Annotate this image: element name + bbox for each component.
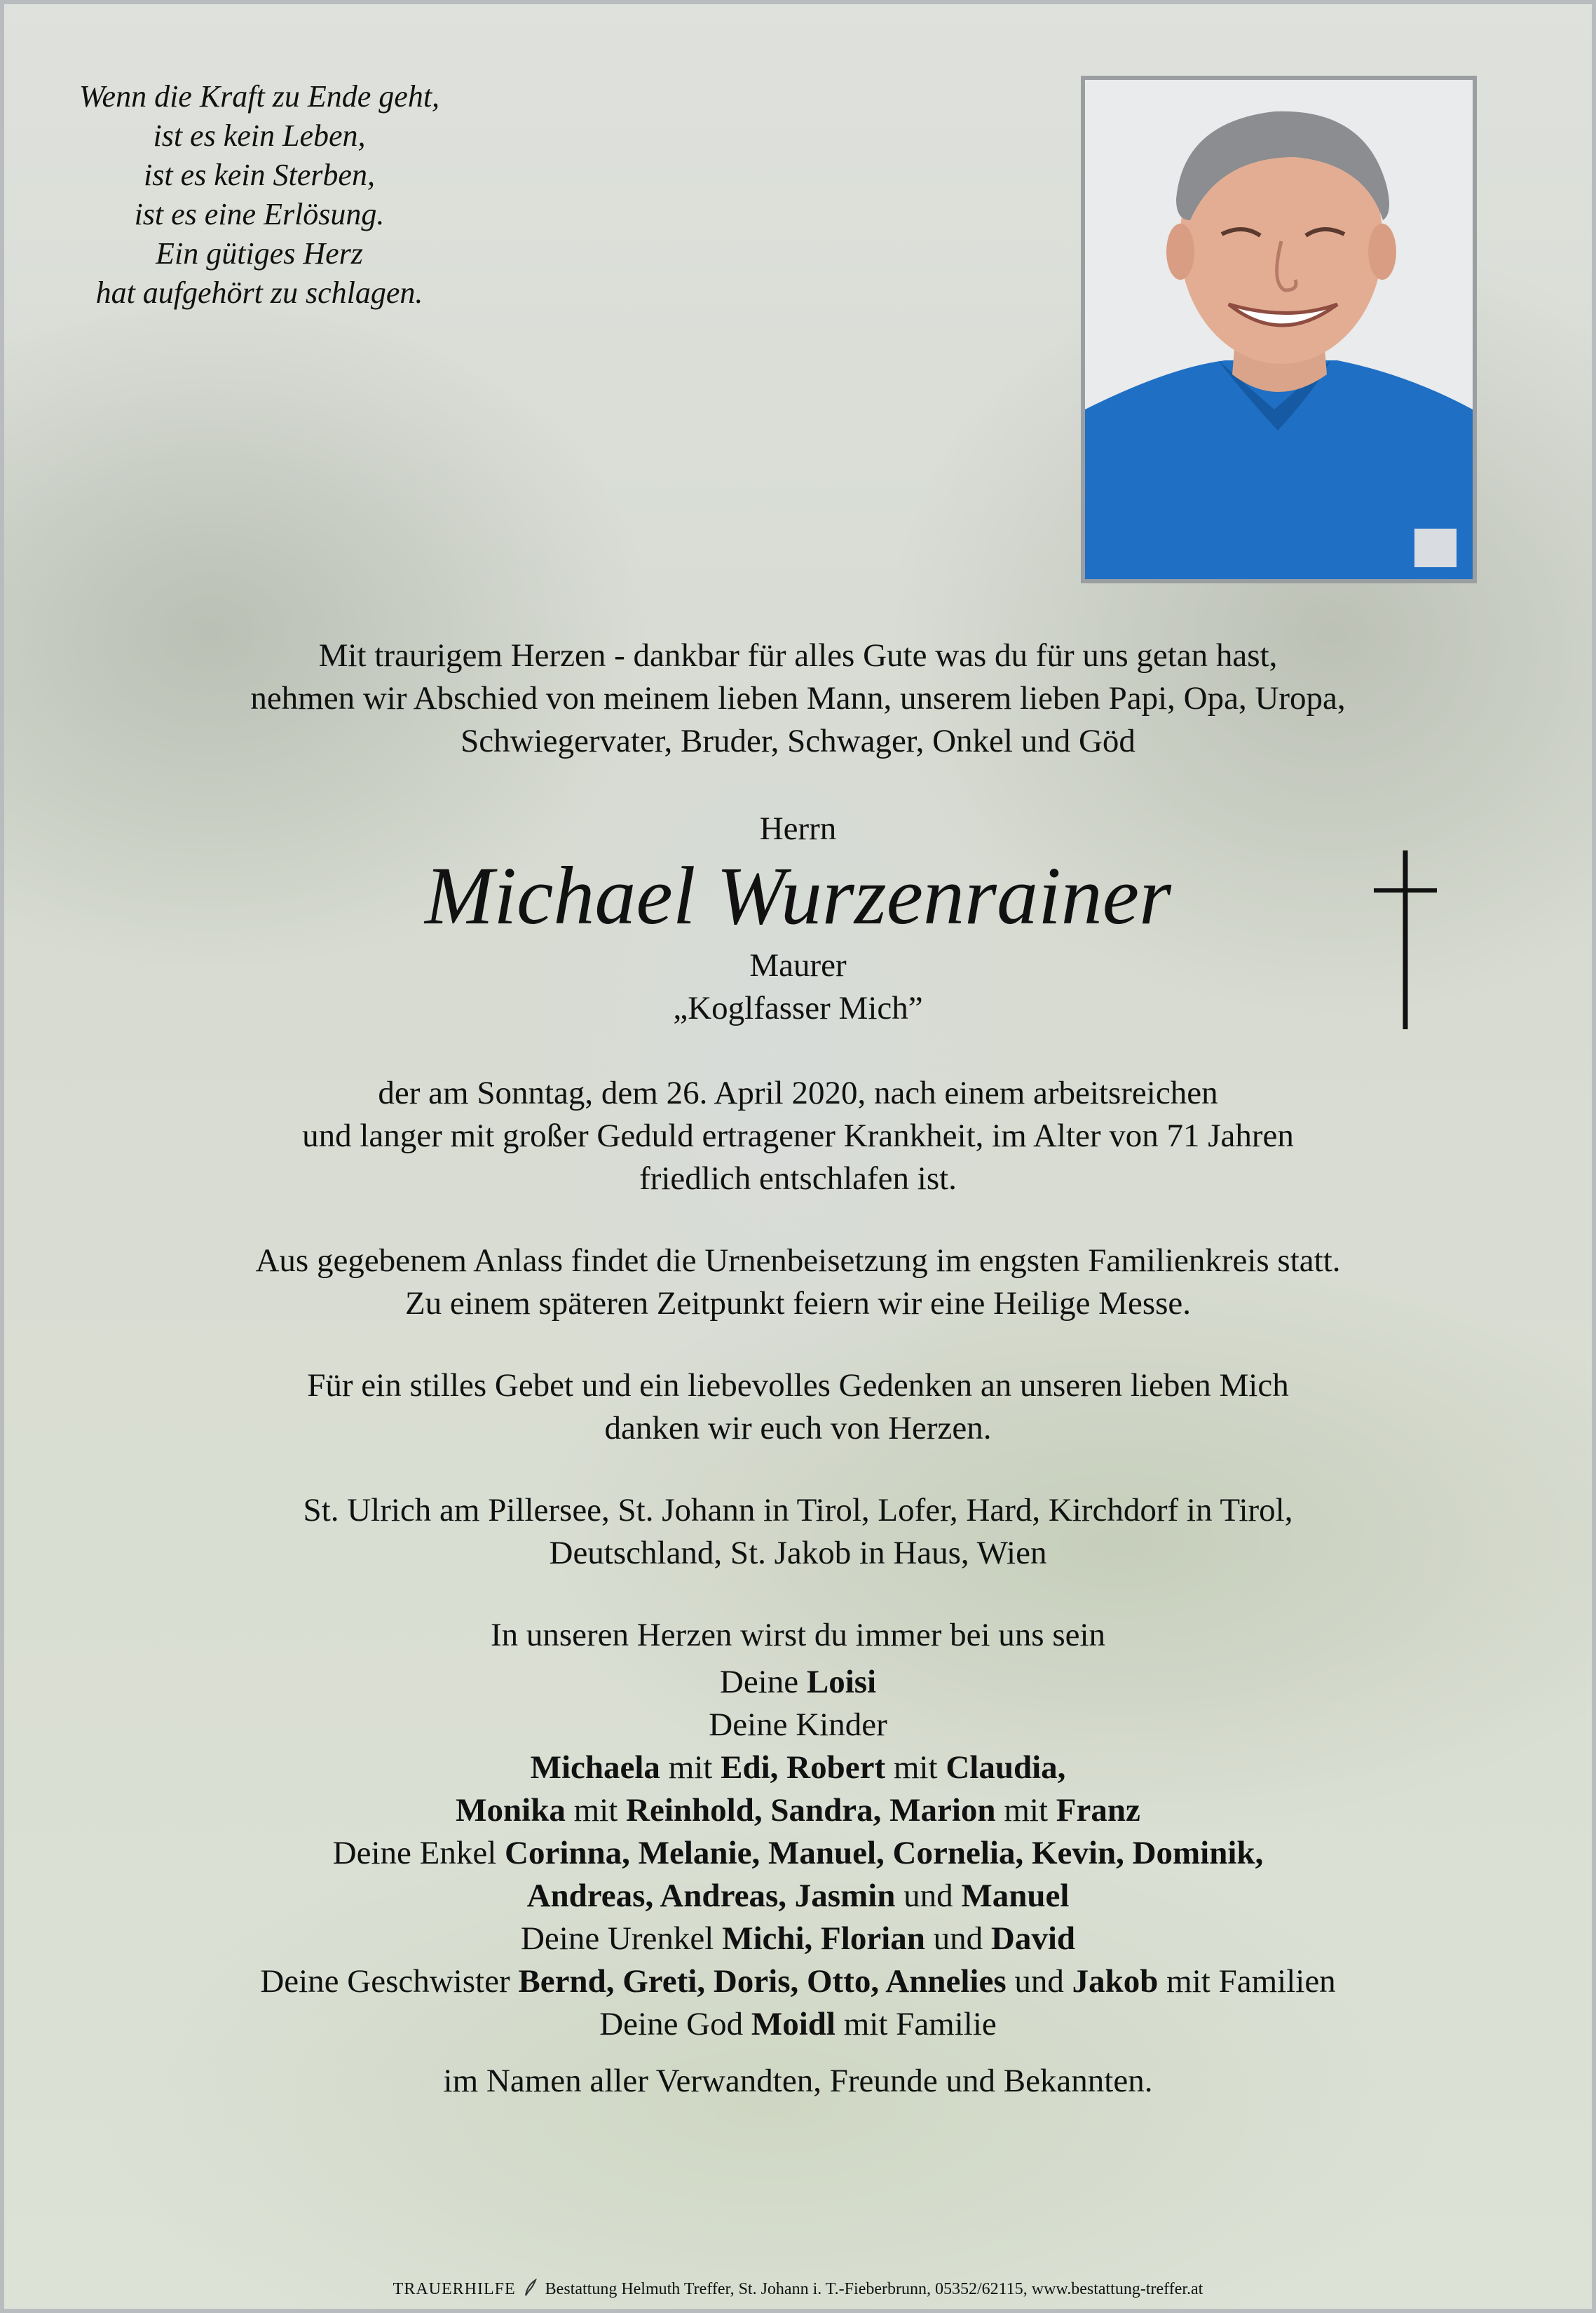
intro-line: Mit traurigem Herzen - dankbar für alles Gute was du für uns getan hast, [318,637,1278,674]
poem-line: ist es eine Erlösung. [134,197,385,231]
obituary-content [0,635,1596,2103]
occupation: Maurer [749,947,847,984]
intro-line: nehmen wir Abschied von meinem lieben Mann, unserem lieben Papi, Opa, Uropa, [250,680,1346,717]
places-line: Deutschland, St. Jakob in Haus, Wien [549,1535,1047,1571]
footer-company: Bestattung Helmuth Treffer, St. Johann i. T.-Fieberbrunn, 05352/62115, www.bestattung-treffer.at [545,2280,1203,2298]
mourner-loisi: Deine Loisi [719,1664,877,1700]
portrait-illustration [1085,80,1473,579]
mourner-children-heading: Deine Kinder [709,1707,887,1743]
ceremony-line: Zu einem späteren Zeitpunkt feiern wir eine Heilige Messe. [404,1285,1192,1322]
poem-line: Wenn die Kraft zu Ende geht, [79,79,440,114]
thanks-line: Für ein stilles Gebet und ein liebevolles Gedenken an unseren lieben Mich [307,1367,1289,1404]
mourner-godchild-line: Deine God Moidl mit Familie [599,2006,997,2042]
mourner-children-line: Monika mit Reinhold, Sandra, Marion mit Franz [456,1792,1140,1829]
feather-logo-icon [523,2279,538,2297]
mourner-siblings-line: Deine Geschwister Bernd, Greti, Doris, Otto, Annelies und Jakob mit Familien [260,1963,1336,2000]
mourner-great-grandchildren-line: Deine Urenkel Michi, Florian und David [520,1920,1076,1957]
closing-line: im Namen aller Verwandten, Freunde und Bekannten. [443,2063,1153,2099]
poem-line: Ein gütiges Herz [156,236,363,271]
salutation: Herrn [759,810,837,847]
heart-line: In unseren Herzen wirst du immer bei uns sein [490,1617,1106,1653]
deceased-name: Michael Wurzenrainer [424,850,1172,942]
portrait-photo [1081,76,1477,583]
intro-line: Schwiegervater, Bruder, Schwager, Onkel und Göd [461,723,1135,759]
poem-line: ist es kein Sterben, [144,158,375,192]
mourner-grandchildren-line: Andreas, Andreas, Jasmin und Manuel [526,1878,1070,1914]
nickname: „Koglfasser Mich” [673,990,923,1026]
death-notice-line: friedlich entschlafen ist. [639,1160,957,1197]
poem-line: ist es kein Leben, [153,118,366,153]
death-notice-line: der am Sonntag, dem 26. April 2020, nach einem arbeitsreichen [378,1075,1218,1111]
places-line: St. Ulrich am Pillersee, St. Johann in Tirol, Lofer, Hard, Kirchdorf in Tirol, [303,1492,1293,1528]
thanks-line: danken wir euch von Herzen. [604,1410,992,1446]
death-notice-line: und langer mit großer Geduld ertragener Krankheit, im Alter von 71 Jahren [302,1118,1294,1154]
poem [28,77,491,313]
footer [0,2279,1596,2300]
footer-brand: TRAUERHILFE [393,2280,516,2298]
ceremony-line: Aus gegebenem Anlass findet die Urnenbeisetzung im engsten Familienkreis statt. [255,1242,1341,1279]
mourner-grandchildren-line: Deine Enkel Corinna, Melanie, Manuel, Cornelia, Kevin, Dominik, [332,1835,1264,1871]
mourner-children-line: Michaela mit Edi, Robert mit Claudia, [530,1749,1066,1786]
poem-line: hat aufgehört zu schlagen. [95,276,423,310]
